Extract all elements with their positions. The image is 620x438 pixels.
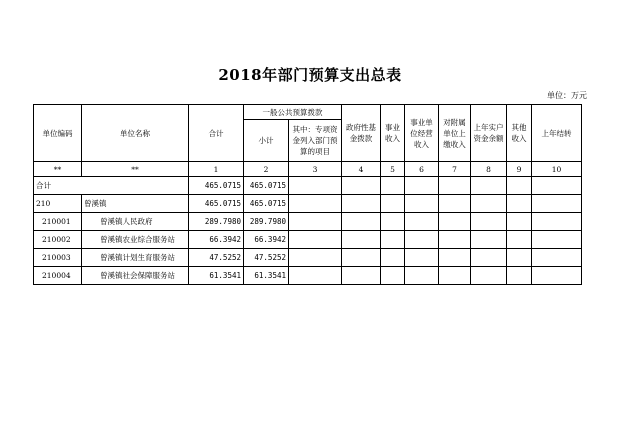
unit-label: 单位：万元 <box>547 91 587 100</box>
row-total: 465.0715 <box>189 177 244 195</box>
header-gov-fund: 政府性基金拨款 <box>342 105 381 162</box>
index-cell: ** <box>34 162 82 177</box>
row-total: 289.7980 <box>189 213 244 231</box>
table-row <box>34 195 582 213</box>
row-code: 210001 <box>34 213 82 231</box>
index-cell: 5 <box>381 162 405 177</box>
index-cell: 1 <box>189 162 244 177</box>
row-total: 465.0715 <box>189 195 244 213</box>
index-cell: 9 <box>507 162 532 177</box>
row-subtotal: 289.7980 <box>244 213 289 231</box>
table-row <box>34 231 582 249</box>
index-cell: 3 <box>289 162 342 177</box>
table-row <box>34 213 582 231</box>
row-subtotal: 61.3541 <box>244 267 289 285</box>
header-subtotal: 小计 <box>244 120 289 162</box>
index-cell: 7 <box>439 162 471 177</box>
row-name: 曾溪镇农业综合服务站 <box>82 231 189 249</box>
row-name: 曾溪镇计划生育服务站 <box>82 249 189 267</box>
index-cell: 10 <box>532 162 582 177</box>
page-title: 2018年部门预算支出总表 <box>218 66 402 84</box>
index-cell: 4 <box>342 162 381 177</box>
row-total: 61.3541 <box>189 267 244 285</box>
index-row <box>34 162 582 177</box>
row-subtotal: 465.0715 <box>244 177 289 195</box>
header-total: 合计 <box>189 105 244 162</box>
row-code: 合计 <box>34 177 189 195</box>
row-name: 曾溪镇社会保障服务站 <box>82 267 189 285</box>
table-row <box>34 267 582 285</box>
header-affiliated-income: 对附属单位上缴收入 <box>439 105 471 162</box>
row-total: 66.3942 <box>189 231 244 249</box>
row-name: 曾溪镇 <box>82 195 189 213</box>
header-unit-code: 单位编码 <box>34 105 82 162</box>
index-cell: 6 <box>405 162 439 177</box>
index-cell: 8 <box>471 162 507 177</box>
header-carry-over: 上年结转 <box>532 105 582 162</box>
row-code: 210 <box>34 195 82 213</box>
row-code: 210003 <box>34 249 82 267</box>
row-name: 曾溪镇人民政府 <box>82 213 189 231</box>
row-code: 210004 <box>34 267 82 285</box>
header-special-included: 其中：专项资金列入部门预算的项目 <box>289 120 342 162</box>
header-unit-name: 单位名称 <box>82 105 189 162</box>
row-subtotal: 66.3942 <box>244 231 289 249</box>
header-career-income: 事业收入 <box>381 105 405 162</box>
table-row <box>34 177 582 195</box>
index-cell: ** <box>82 162 189 177</box>
row-subtotal: 47.5252 <box>244 249 289 267</box>
header-operating-income: 事业单位经营收入 <box>405 105 439 162</box>
table-row <box>34 249 582 267</box>
index-cell: 2 <box>244 162 289 177</box>
header-carry-balance: 上年实户资金余额 <box>471 105 507 162</box>
budget-table <box>33 104 582 285</box>
header-other-income: 其他收入 <box>507 105 532 162</box>
row-code: 210002 <box>34 231 82 249</box>
header-general-budget: 一般公共预算拨款 <box>244 105 342 120</box>
row-subtotal: 465.0715 <box>244 195 289 213</box>
row-total: 47.5252 <box>189 249 244 267</box>
